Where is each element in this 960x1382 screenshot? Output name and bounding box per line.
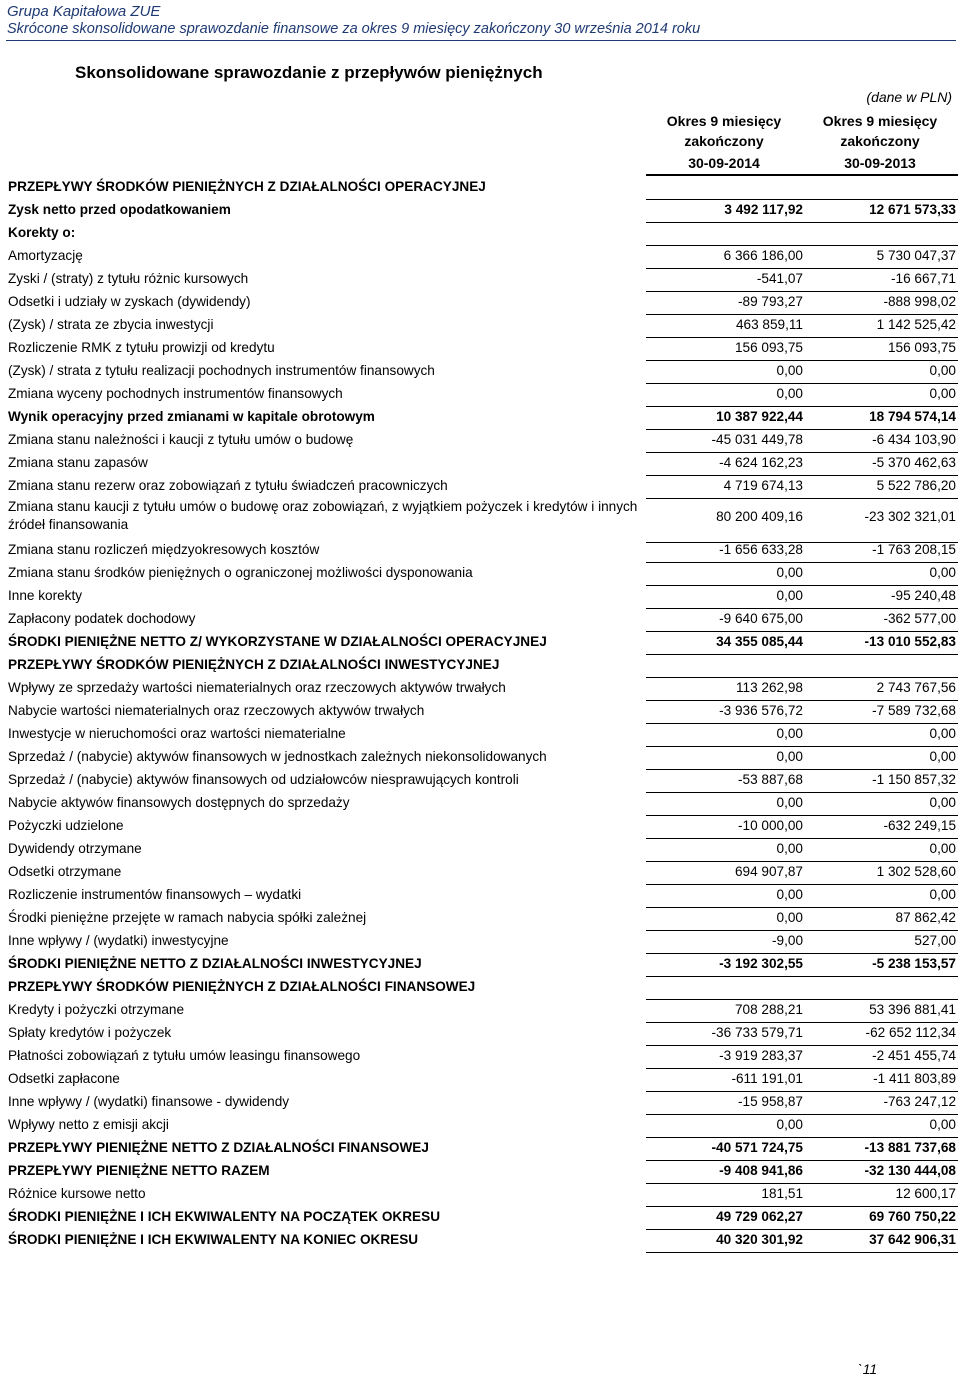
value-2014: -10 000,00 xyxy=(737,818,803,833)
value-2013: -632 249,15 xyxy=(883,818,956,833)
value-2014: -4 624 162,23 xyxy=(719,455,803,470)
row-label: Środki pieniężne przejęte w ramach nabycia spółki zależnej xyxy=(8,910,367,925)
table-row xyxy=(0,1002,960,1024)
row-rule xyxy=(646,1206,958,1207)
value-2014: -9,00 xyxy=(772,933,803,948)
row-label: Zysk netto przed opodatkowaniem xyxy=(8,202,231,217)
value-2013: -5 238 153,57 xyxy=(872,956,956,971)
row-label: (Zysk) / strata z tytułu realizacji pochodnych instrumentów finansowych xyxy=(8,363,435,378)
row-label: Odsetki i udziały w zyskach (dywidendy) xyxy=(8,294,251,309)
value-2013: 1 142 525,42 xyxy=(876,317,956,332)
value-2013: -1 150 857,32 xyxy=(872,772,956,787)
value-2014: -541,07 xyxy=(756,271,803,286)
row-rule xyxy=(646,815,958,816)
row-label: Zmiana wyceny pochodnych instrumentów finansowych xyxy=(8,386,343,401)
value-2013: -1 411 803,89 xyxy=(873,1071,956,1086)
row-label: Inwestycje w nieruchomości oraz wartości niematerialne xyxy=(8,726,346,741)
row-label: Spłaty kredytów i pożyczek xyxy=(8,1025,172,1040)
value-2013: -763 247,12 xyxy=(883,1094,956,1109)
table-row xyxy=(0,749,960,771)
value-2014: 4 719 674,13 xyxy=(723,478,803,493)
row-label: Rozliczenie instrumentów finansowych – wydatki xyxy=(8,887,302,902)
row-label: Wpływy netto z emisji akcji xyxy=(8,1117,169,1132)
row-rule xyxy=(646,677,958,678)
table-row xyxy=(0,634,960,656)
row-label: ŚRODKI PIENIĘŻNE NETTO Z DZIAŁALNOŚCI INWESTYCYJNEJ xyxy=(8,956,422,971)
row-rule xyxy=(646,199,958,200)
table-row xyxy=(0,956,960,978)
table-row xyxy=(0,1186,960,1208)
row-label: Odsetki zapłacone xyxy=(8,1071,120,1086)
row-label: Pożyczki udzielone xyxy=(8,818,124,833)
row-rule xyxy=(646,429,958,430)
value-2014: 0,00 xyxy=(776,795,803,810)
value-2013: 0,00 xyxy=(929,363,956,378)
value-2013: 0,00 xyxy=(929,841,956,856)
document-subtitle: Skrócone skonsolidowane sprawozdanie finansowe za okres 9 miesięcy zakończony 30 września 2014 roku xyxy=(7,21,701,37)
row-label: PRZEPŁYWY ŚRODKÓW PIENIĘŻNYCH Z DZIAŁALNOŚCI INWESTYCYJNEJ xyxy=(8,657,500,672)
column-header-line1: Okres 9 miesięcy xyxy=(822,113,938,129)
value-2014: 34 355 085,44 xyxy=(716,634,803,649)
row-rule xyxy=(646,631,958,632)
table-row xyxy=(0,1209,960,1231)
value-2014: -45 031 449,78 xyxy=(711,432,803,447)
row-label: Zmiana stanu środków pieniężnych o ograniczonej możliwości dysponowania xyxy=(8,565,473,580)
row-rule xyxy=(646,1091,958,1092)
row-rule xyxy=(646,585,958,586)
row-rule xyxy=(646,700,958,701)
row-rule xyxy=(646,383,958,384)
row-label: ŚRODKI PIENIĘŻNE I ICH EKWIWALENTY NA KONIEC OKRESU xyxy=(8,1232,419,1247)
table-row xyxy=(0,271,960,293)
table-row xyxy=(0,202,960,224)
row-label: Zmiana stanu rezerw oraz zobowiązań z tytułu świadczeń pracowniczych xyxy=(8,478,448,493)
row-rule xyxy=(646,1183,958,1184)
row-label: Kredyty i pożyczki otrzymane xyxy=(8,1002,185,1017)
row-label: Rozliczenie RMK z tytułu prowizji od kredytu xyxy=(8,340,275,355)
row-label: PRZEPŁYWY PIENIĘŻNE NETTO RAZEM xyxy=(8,1163,270,1178)
column-header-2014 xyxy=(649,111,799,151)
row-label: Sprzedaż / (nabycie) aktywów finansowych w jednostkach zależnych niekonsolidowanych xyxy=(8,749,547,764)
value-2014: 0,00 xyxy=(776,363,803,378)
value-2014: 0,00 xyxy=(776,910,803,925)
table-row xyxy=(0,478,960,500)
row-rule xyxy=(646,884,958,885)
value-2013: 12 671 573,33 xyxy=(869,202,956,217)
value-2014: -3 919 283,37 xyxy=(719,1048,803,1063)
value-2013: -1 763 208,15 xyxy=(872,542,956,557)
table-row xyxy=(0,501,960,541)
row-label: Zmiana stanu należności i kaucji z tytułu umów o budowę xyxy=(8,432,354,447)
table-row xyxy=(0,1163,960,1185)
statement-title: Skonsolidowane sprawozdanie z przepływów pieniężnych xyxy=(75,63,543,82)
row-rule xyxy=(646,360,958,361)
value-2013: -888 998,02 xyxy=(883,294,956,309)
row-label: Korekty o: xyxy=(8,225,76,240)
row-label: Zapłacony podatek dochodowy xyxy=(8,611,196,626)
value-2013: -362 577,00 xyxy=(883,611,956,626)
value-2013: -6 434 103,90 xyxy=(872,432,956,447)
row-rule xyxy=(646,1045,958,1046)
value-2013: 37 642 906,31 xyxy=(869,1232,956,1247)
row-label: (Zysk) / strata ze zbycia inwestycji xyxy=(8,317,214,332)
value-2013: -16 667,71 xyxy=(890,271,956,286)
value-2013: 18 794 574,14 xyxy=(869,409,956,424)
row-label: Inne wpływy / (wydatki) inwestycyjne xyxy=(8,933,229,948)
row-label: Amortyzację xyxy=(8,248,83,263)
table-row xyxy=(0,1025,960,1047)
row-rule xyxy=(646,406,958,407)
row-label: Płatności zobowiązań z tytułu umów leasingu finansowego xyxy=(8,1048,361,1063)
value-2014: 0,00 xyxy=(776,1117,803,1132)
row-rule xyxy=(646,930,958,931)
row-label: ŚRODKI PIENIĘŻNE NETTO Z/ WYKORZYSTANE W DZIAŁALNOŚCI OPERACYJNEJ xyxy=(8,634,547,649)
value-2014: 463 859,11 xyxy=(735,317,803,332)
row-rule xyxy=(646,999,958,1000)
table-row xyxy=(0,841,960,863)
row-label: Zmiana stanu zapasów xyxy=(8,455,148,470)
value-2014: 0,00 xyxy=(776,887,803,902)
value-2014: 0,00 xyxy=(776,749,803,764)
company-name: Grupa Kapitałowa ZUE xyxy=(7,3,161,20)
row-rule xyxy=(646,475,958,476)
row-label: Zmiana stanu rozliczeń międzyokresowych kosztów xyxy=(8,542,320,557)
value-2013: 527,00 xyxy=(914,933,956,948)
table-row xyxy=(0,703,960,725)
value-2014: 40 320 301,92 xyxy=(716,1232,803,1247)
value-2014: 0,00 xyxy=(776,726,803,741)
value-2013: 5 730 047,37 xyxy=(876,248,956,263)
row-label: Dywidendy otrzymane xyxy=(8,841,142,856)
column-header-line2: zakończony xyxy=(840,133,920,149)
row-rule xyxy=(646,769,958,770)
row-label: Różnice kursowe netto xyxy=(8,1186,146,1201)
table-row xyxy=(0,933,960,955)
value-2014: -53 887,68 xyxy=(737,772,803,787)
value-2013: -95 240,48 xyxy=(890,588,956,603)
value-2013: 0,00 xyxy=(929,1117,956,1132)
row-rule xyxy=(646,222,958,223)
value-2014: 80 200 409,16 xyxy=(716,509,803,524)
value-2014: 0,00 xyxy=(776,565,803,580)
value-2014: 181,51 xyxy=(761,1186,803,1201)
value-2014: 10 387 922,44 xyxy=(716,409,803,424)
row-rule xyxy=(646,907,958,908)
value-2014: -3 192 302,55 xyxy=(719,956,803,971)
value-2014: 156 093,75 xyxy=(734,340,803,355)
value-2014: -9 640 675,00 xyxy=(719,611,803,626)
row-rule xyxy=(646,268,958,269)
table-row xyxy=(0,179,960,201)
row-rule xyxy=(646,1160,958,1161)
row-rule xyxy=(646,498,958,499)
value-2013: -23 302 321,01 xyxy=(864,509,956,524)
row-label: Wpływy ze sprzedaży wartości niematerialnych oraz rzeczowych aktywów trwałych xyxy=(8,680,506,695)
value-2013: 5 522 786,20 xyxy=(876,478,956,493)
table-row xyxy=(0,225,960,247)
row-rule xyxy=(646,953,958,954)
table-row xyxy=(0,363,960,385)
table-row xyxy=(0,565,960,587)
value-2014: 6 366 186,00 xyxy=(723,248,803,263)
row-label: Inne wpływy / (wydatki) finansowe - dywidendy xyxy=(8,1094,290,1109)
row-label: Wynik operacyjny przed zmianami w kapitale obrotowym xyxy=(8,409,375,424)
value-2013: 53 396 881,41 xyxy=(869,1002,956,1017)
row-rule xyxy=(646,1068,958,1069)
value-2014: 49 729 062,27 xyxy=(716,1209,803,1224)
value-2013: 0,00 xyxy=(929,565,956,580)
column-date-2014: 30-09-2014 xyxy=(688,155,760,171)
value-2014: 0,00 xyxy=(776,386,803,401)
column-header-line2: zakończony xyxy=(684,133,764,149)
column-date-2013: 30-09-2013 xyxy=(844,155,916,171)
row-rule xyxy=(646,838,958,839)
table-row xyxy=(0,818,960,840)
row-rule xyxy=(646,1137,958,1138)
row-rule xyxy=(646,314,958,315)
row-label: Sprzedaż / (nabycie) aktywów finansowych od udziałowców niesprawujących kontroli xyxy=(8,772,519,787)
table-row xyxy=(0,1094,960,1116)
row-rule xyxy=(646,723,958,724)
table-row xyxy=(0,1140,960,1162)
table-row xyxy=(0,1232,960,1254)
row-label: PRZEPŁYWY ŚRODKÓW PIENIĘŻNYCH Z DZIAŁALNOŚCI OPERACYJNEJ xyxy=(8,179,486,194)
table-row xyxy=(0,795,960,817)
table-row xyxy=(0,680,960,702)
value-2013: 1 302 528,60 xyxy=(876,864,956,879)
table-row xyxy=(0,317,960,339)
row-rule xyxy=(646,1229,958,1230)
row-label: Odsetki otrzymane xyxy=(8,864,122,879)
column-header-2013 xyxy=(805,111,955,151)
table-row xyxy=(0,772,960,794)
units-note: (dane w PLN) xyxy=(866,89,952,105)
row-label: PRZEPŁYWY PIENIĘŻNE NETTO Z DZIAŁALNOŚCI FINANSOWEJ xyxy=(8,1140,429,1155)
value-2013: 0,00 xyxy=(929,726,956,741)
header-rule xyxy=(646,174,958,176)
value-2014: -89 793,27 xyxy=(737,294,803,309)
value-2013: -32 130 444,08 xyxy=(864,1163,956,1178)
table-row xyxy=(0,657,960,679)
column-header-line1: Okres 9 miesięcy xyxy=(666,113,782,129)
row-label: Zyski / (straty) z tytułu różnic kursowych xyxy=(8,271,249,286)
table-row xyxy=(0,294,960,316)
table-row xyxy=(0,887,960,909)
value-2013: 0,00 xyxy=(929,887,956,902)
value-2014: -611 191,01 xyxy=(731,1071,803,1086)
value-2014: -15 958,87 xyxy=(737,1094,803,1109)
row-rule xyxy=(646,245,958,246)
value-2013: -2 451 455,74 xyxy=(872,1048,956,1063)
value-2013: -7 589 732,68 xyxy=(872,703,956,718)
table-row xyxy=(0,409,960,431)
row-label: Zmiana stanu kaucji z tytułu umów o budowę oraz zobowiązań, z wyjątkiem pożyczek i kredytów i innych źródeł finansowania xyxy=(8,499,638,532)
row-label: ŚRODKI PIENIĘŻNE I ICH EKWIWALENTY NA POCZĄTEK OKRESU xyxy=(8,1209,441,1224)
table-row xyxy=(0,864,960,886)
value-2013: 12 600,17 xyxy=(895,1186,956,1201)
value-2013: 156 093,75 xyxy=(887,340,956,355)
table-row xyxy=(0,432,960,454)
value-2013: -62 652 112,34 xyxy=(865,1025,956,1040)
table-row xyxy=(0,248,960,270)
row-rule xyxy=(646,1252,958,1253)
row-rule xyxy=(646,1022,958,1023)
value-2013: 2 743 767,56 xyxy=(876,680,956,695)
table-row xyxy=(0,542,960,564)
value-2013: 0,00 xyxy=(929,749,956,764)
value-2014: -9 408 941,86 xyxy=(719,1163,803,1178)
value-2014: 0,00 xyxy=(776,588,803,603)
table-row xyxy=(0,1071,960,1093)
value-2014: -1 656 633,28 xyxy=(719,542,803,557)
row-rule xyxy=(646,746,958,747)
row-rule xyxy=(646,654,958,655)
value-2013: -5 370 462,63 xyxy=(872,455,956,470)
page-number: `11 xyxy=(858,1361,878,1377)
table-row xyxy=(0,979,960,1001)
row-rule xyxy=(646,1114,958,1115)
value-2014: -36 733 579,71 xyxy=(711,1025,803,1040)
row-label: PRZEPŁYWY ŚRODKÓW PIENIĘŻNYCH Z DZIAŁALNOŚCI FINANSOWEJ xyxy=(8,979,476,994)
row-rule xyxy=(646,337,958,338)
value-2013: 0,00 xyxy=(929,795,956,810)
table-row xyxy=(0,1117,960,1139)
row-rule xyxy=(646,562,958,563)
value-2013: -13 881 737,68 xyxy=(864,1140,956,1155)
value-2014: -40 571 724,75 xyxy=(711,1140,803,1155)
row-rule xyxy=(646,608,958,609)
table-row xyxy=(0,340,960,362)
value-2013: 69 760 750,22 xyxy=(869,1209,956,1224)
value-2014: -3 936 576,72 xyxy=(719,703,803,718)
row-rule xyxy=(646,861,958,862)
table-row xyxy=(0,386,960,408)
row-label: Nabycie aktywów finansowych dostępnych do sprzedaży xyxy=(8,795,350,810)
value-2014: 694 907,87 xyxy=(734,864,803,879)
table-row xyxy=(0,910,960,932)
row-rule xyxy=(646,792,958,793)
table-row xyxy=(0,1048,960,1070)
value-2014: 113 262,98 xyxy=(735,680,803,695)
table-row xyxy=(0,588,960,610)
value-2013: 0,00 xyxy=(929,386,956,401)
row-label: Inne korekty xyxy=(8,588,83,603)
row-rule xyxy=(646,452,958,453)
table-row xyxy=(0,455,960,477)
row-label: Nabycie wartości niematerialnych oraz rzeczowych aktywów trwałych xyxy=(8,703,425,718)
table-row xyxy=(0,611,960,633)
row-rule xyxy=(646,976,958,977)
row-rule xyxy=(646,291,958,292)
table-row xyxy=(0,726,960,748)
value-2014: 708 288,21 xyxy=(734,1002,803,1017)
value-2013: 87 862,42 xyxy=(895,910,956,925)
value-2014: 3 492 117,92 xyxy=(724,202,803,217)
header-divider xyxy=(6,40,956,41)
value-2014: 0,00 xyxy=(776,841,803,856)
value-2013: -13 010 552,83 xyxy=(864,634,956,649)
